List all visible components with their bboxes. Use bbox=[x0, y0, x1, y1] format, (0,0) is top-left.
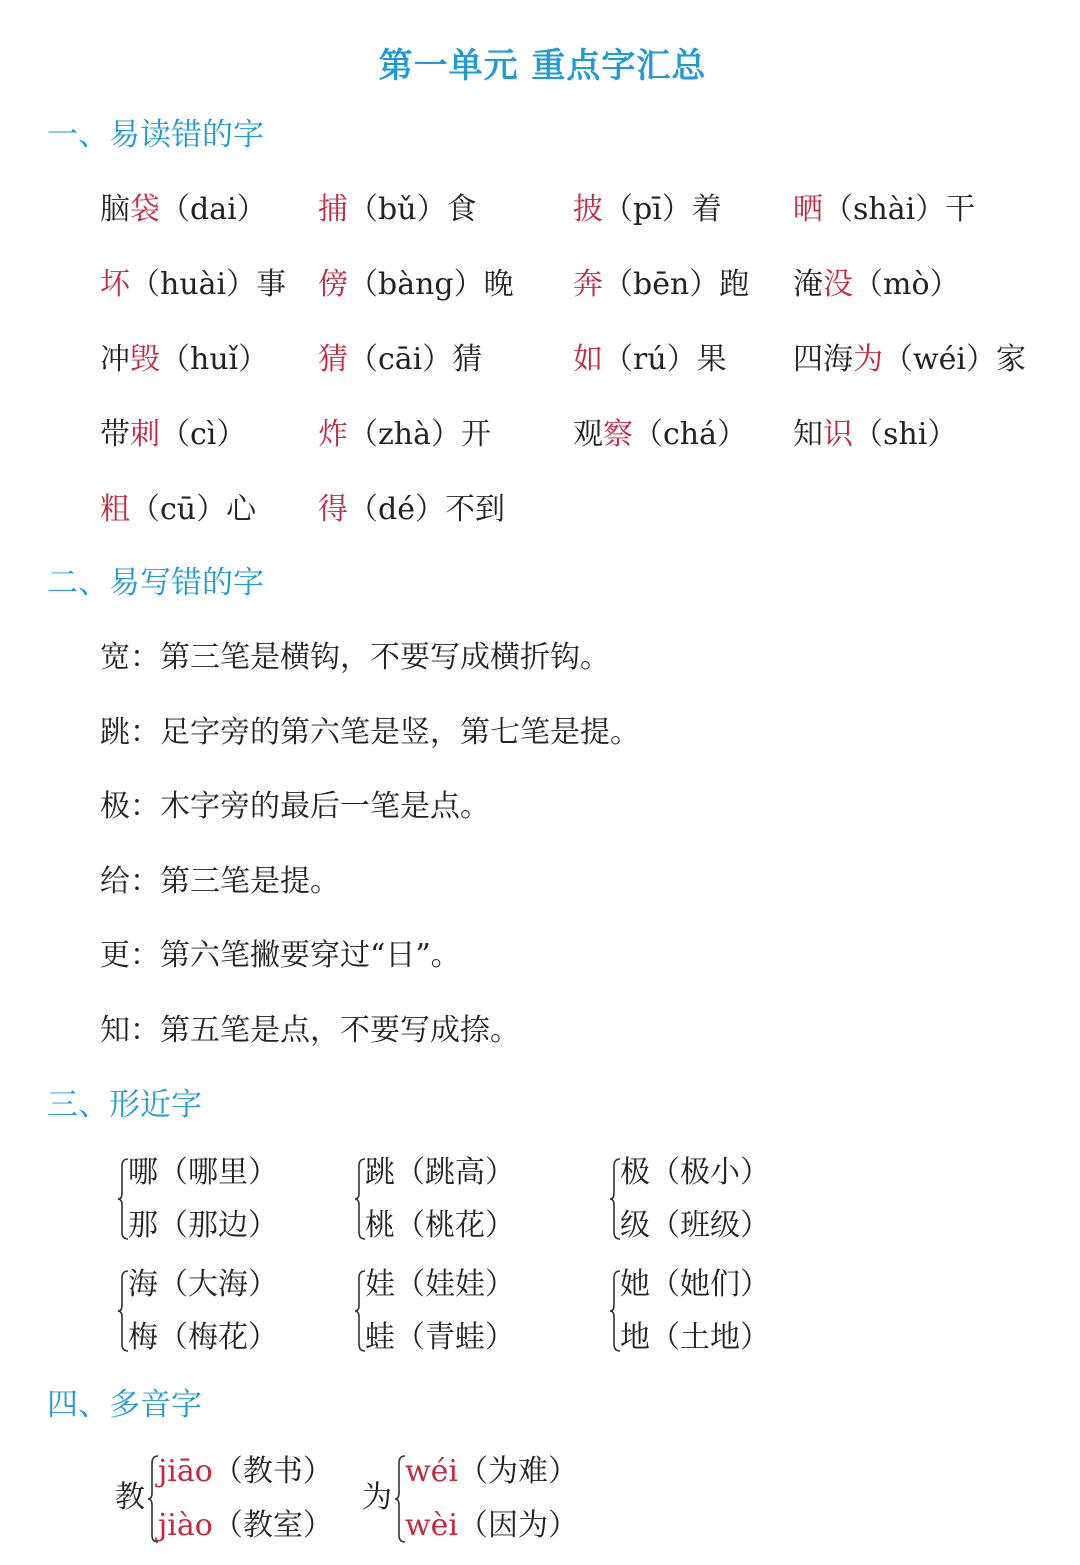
section-heading-misread: 一、易读错的字 bbox=[47, 117, 264, 153]
example-word: （因为） bbox=[458, 1508, 579, 1543]
segment: （bǔ）食 bbox=[348, 192, 477, 227]
similar-char-item: 地（土地） bbox=[620, 1320, 770, 1355]
segment: （huài）事 bbox=[130, 267, 287, 302]
word-item bbox=[100, 265, 286, 305]
similar-char-item: 那（那边） bbox=[128, 1208, 278, 1243]
word-item bbox=[100, 415, 246, 455]
example-word: （教室） bbox=[212, 1508, 333, 1543]
segment: 脑 bbox=[100, 192, 130, 227]
polyphone-char: 为 bbox=[362, 1480, 392, 1515]
similar-char-item: 极（极小） bbox=[620, 1155, 770, 1190]
word-item bbox=[793, 190, 975, 230]
pinyin: wèi bbox=[405, 1508, 459, 1543]
word-item bbox=[793, 415, 957, 455]
similar-char-item: 海（大海） bbox=[128, 1267, 278, 1302]
segment: 冲 bbox=[100, 342, 130, 377]
word-item bbox=[100, 190, 267, 230]
pinyin: jiào bbox=[158, 1508, 213, 1543]
rule-line: 跳：足字旁的第六笔是竖，第七笔是提。 bbox=[100, 714, 640, 750]
segment: 奔 bbox=[573, 267, 603, 302]
segment: 察 bbox=[603, 417, 633, 452]
segment: 披 bbox=[573, 192, 603, 227]
similar-char-item: 级（班级） bbox=[620, 1208, 770, 1243]
example-word: （教书） bbox=[212, 1454, 333, 1489]
similar-char-item: 蛙（青蛙） bbox=[365, 1320, 515, 1355]
word-item bbox=[318, 490, 505, 530]
rule-line: 知：第五笔是点，不要写成捺。 bbox=[100, 1012, 520, 1048]
segment: 得 bbox=[318, 492, 348, 527]
segment: 晒 bbox=[793, 192, 823, 227]
similar-char-item: 桃（桃花） bbox=[365, 1208, 515, 1243]
example-word: （为难） bbox=[458, 1454, 579, 1489]
segment: （chá） bbox=[633, 417, 748, 452]
similar-char-item: 跳（跳高） bbox=[365, 1155, 515, 1190]
word-item bbox=[573, 190, 722, 230]
segment: （shi） bbox=[853, 417, 958, 452]
segment: 傍 bbox=[318, 267, 348, 302]
segment: 知 bbox=[793, 417, 823, 452]
segment: （cì） bbox=[160, 417, 247, 452]
similar-char-item: 梅（梅花） bbox=[128, 1320, 278, 1355]
word-item bbox=[318, 265, 514, 305]
reading-item bbox=[405, 1506, 578, 1546]
segment: （mò） bbox=[853, 267, 960, 302]
segment: 四海 bbox=[793, 342, 853, 377]
page-title: 第一单元 重点字汇总 bbox=[378, 46, 707, 86]
word-item bbox=[100, 340, 268, 380]
segment: （bēn）跑 bbox=[603, 267, 750, 302]
word-item bbox=[318, 190, 477, 230]
reading-item bbox=[405, 1452, 578, 1492]
segment: 识 bbox=[823, 417, 853, 452]
segment: 毁 bbox=[130, 342, 160, 377]
segment: 捕 bbox=[318, 192, 348, 227]
segment: 淹 bbox=[793, 267, 823, 302]
segment: 袋 bbox=[130, 192, 160, 227]
segment: 如 bbox=[573, 342, 603, 377]
segment: 没 bbox=[823, 267, 853, 302]
pinyin: wéi bbox=[405, 1454, 459, 1489]
similar-char-item: 哪（哪里） bbox=[128, 1155, 278, 1190]
word-item bbox=[318, 415, 491, 455]
word-item bbox=[793, 340, 1026, 380]
rule-line: 给：第三笔是提。 bbox=[100, 863, 340, 899]
segment: （dai） bbox=[160, 192, 267, 227]
segment: 粗 bbox=[100, 492, 130, 527]
segment: （rú）果 bbox=[603, 342, 727, 377]
word-item bbox=[573, 265, 749, 305]
similar-char-item: 她（她们） bbox=[620, 1267, 770, 1302]
segment: 猜 bbox=[318, 342, 348, 377]
section-heading-miswritten: 二、易写错的字 bbox=[47, 565, 264, 601]
pinyin: jiāo bbox=[158, 1454, 213, 1489]
segment: （cāi）猜 bbox=[348, 342, 483, 377]
similar-char-item: 娃（娃娃） bbox=[365, 1267, 515, 1302]
word-item bbox=[318, 340, 482, 380]
section-heading-similar: 三、形近字 bbox=[47, 1087, 202, 1123]
segment: （bàng）晚 bbox=[348, 267, 514, 302]
rule-line: 极：木字旁的最后一笔是点。 bbox=[100, 789, 490, 824]
segment: （shài）干 bbox=[823, 192, 976, 227]
word-item bbox=[100, 490, 256, 530]
word-item bbox=[793, 265, 960, 305]
segment: 刺 bbox=[130, 417, 160, 452]
segment: （dé）不到 bbox=[348, 492, 505, 527]
section-heading-polyphone: 四、多音字 bbox=[47, 1387, 202, 1423]
segment: （zhà）开 bbox=[348, 417, 492, 452]
rule-line: 更：第六笔撇要穿过“日”。 bbox=[100, 938, 461, 973]
word-item bbox=[573, 415, 747, 455]
segment: （pī）着 bbox=[603, 192, 722, 227]
segment: 带 bbox=[100, 417, 130, 452]
segment: 坏 bbox=[100, 267, 130, 302]
reading-item bbox=[158, 1452, 333, 1492]
segment: （cū）心 bbox=[130, 492, 257, 527]
segment: 炸 bbox=[318, 417, 348, 452]
word-item bbox=[573, 340, 727, 380]
reading-item bbox=[158, 1506, 333, 1546]
segment: （huǐ） bbox=[160, 342, 269, 377]
polyphone-char: 教 bbox=[115, 1480, 145, 1515]
segment: 为 bbox=[853, 342, 883, 377]
segment: （wéi）家 bbox=[883, 342, 1027, 377]
rule-line: 宽：第三笔是横钩，不要写成横折钩。 bbox=[100, 640, 610, 675]
segment: 观 bbox=[573, 417, 603, 452]
